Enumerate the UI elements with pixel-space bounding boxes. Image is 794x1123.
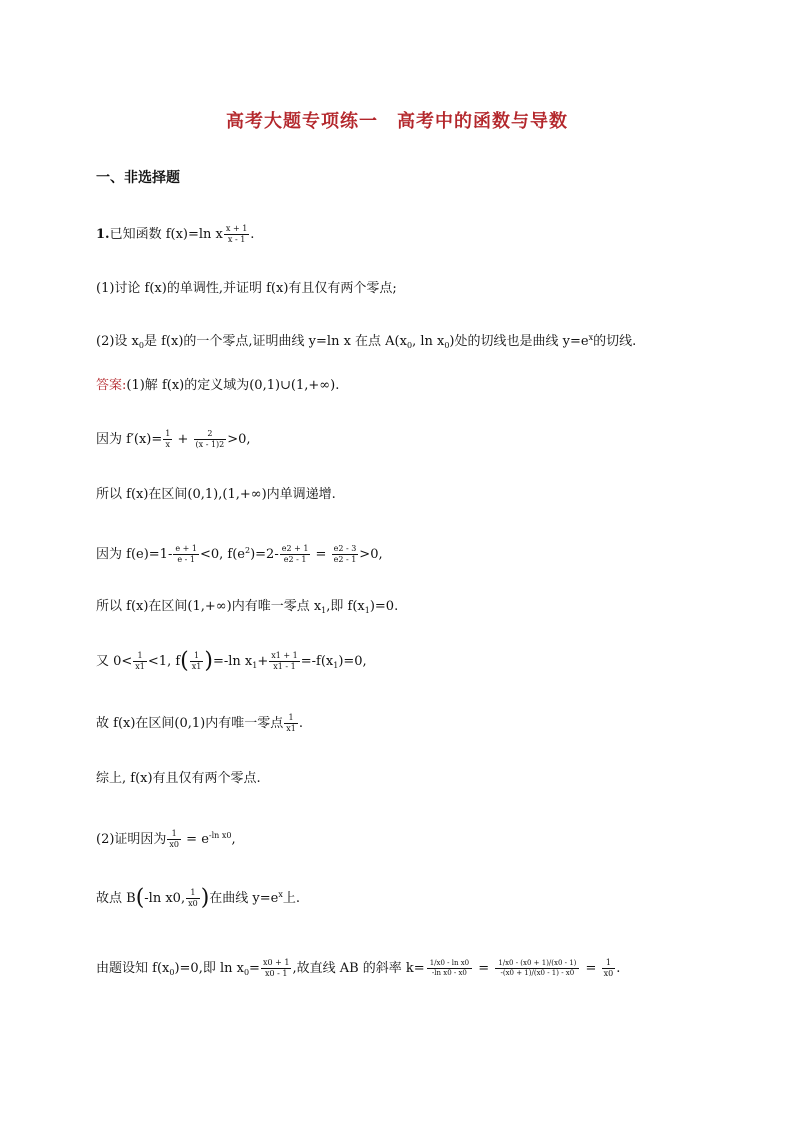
sub-0: 0 (169, 968, 175, 977)
frac-num: 1 (284, 713, 298, 724)
text: . (616, 961, 621, 976)
slope-fraction-1 (427, 959, 472, 978)
page-title: 高考大题专项练一 高考中的函数与导数 (226, 111, 568, 132)
text: <1, f (147, 654, 181, 669)
fraction (173, 544, 199, 565)
summary-line: 综上, f(x)有且仅有两个零点. (96, 771, 261, 786)
frac-den: -ln x0 - x0 (431, 969, 467, 977)
text: >0, (359, 547, 383, 562)
frac-den: x (165, 440, 171, 449)
sub-0: 0 (406, 341, 413, 350)
problem-stem: 1.已知函数 f(x)=ln x $\frac{x + 1}{x - 1}$ . (96, 224, 255, 244)
text: + (173, 432, 193, 447)
text: )=0, (338, 654, 367, 669)
text: 故 f(x)在区间(0,1)内有唯一零点 (96, 716, 284, 731)
text: )=0. (369, 599, 399, 614)
text: <0, f(e (199, 547, 245, 562)
answer-label: 答案: (96, 378, 127, 393)
sub-1: 1 (333, 661, 339, 670)
part-1: (1)讨论 f(x)的单调性,并证明 f(x)有且仅有两个零点; (96, 281, 397, 296)
frac-num: e2 + 1 (281, 544, 309, 553)
frac-num: e2 - 3 (333, 544, 357, 553)
text: = (311, 547, 331, 562)
text: )=2- (250, 547, 279, 562)
text: 由题设知 f(x (96, 961, 170, 976)
text: 又 0< (96, 654, 133, 669)
fraction (261, 958, 291, 979)
fraction (280, 544, 311, 565)
frac-num: 2 (194, 429, 227, 440)
section-heading: 一、非选择题 (96, 170, 180, 186)
fraction (284, 713, 298, 734)
frac-den: x - 1 (227, 235, 246, 244)
fraction (133, 651, 147, 672)
text: 因为 f′(x)= (96, 432, 163, 447)
sub-0: 0 (444, 341, 450, 350)
frac-den: x1 (135, 662, 145, 671)
frac-num: 1/x0 - (x0 + 1)/(x0 - 1) (495, 959, 579, 969)
text: = e (182, 832, 209, 847)
text: + (257, 654, 269, 669)
fraction (186, 888, 200, 909)
values-line (96, 541, 383, 565)
text: ,故直线 AB 的斜率 k= (292, 961, 425, 976)
problem-number: 1. (96, 227, 110, 242)
frac-num: 1/x0 - ln x0 (427, 959, 472, 969)
left-paren: ( (180, 648, 189, 674)
text: =-ln x (212, 654, 253, 669)
sup-2: 2 (244, 546, 251, 555)
part-2 (96, 328, 636, 356)
right-paren: ) (200, 885, 210, 911)
monotonic-line: 所以 f(x)在区间(0,1),(1,+∞)内单调递增. (96, 487, 336, 502)
text: = (581, 961, 601, 976)
frac-num: 1 (167, 829, 181, 840)
frac-den: x1 (191, 662, 202, 671)
text: (2)证明因为 (96, 832, 167, 847)
frac-den: x1 - 1 (273, 662, 296, 671)
text: >0, (227, 432, 251, 447)
slope-fraction-2 (495, 959, 579, 978)
reciprocal-line (96, 648, 367, 676)
sup-x: x (588, 333, 594, 342)
frac-den: x0 (603, 969, 614, 978)
frac-den: x0 - 1 (264, 969, 288, 978)
text: = (249, 961, 260, 976)
frac-num: x0 + 1 (262, 958, 290, 967)
part2-a: (2)设 x (96, 334, 139, 349)
part2-c: , ln x (412, 334, 445, 349)
text: 故点 B (96, 891, 136, 906)
frac-den: e2 - 1 (283, 555, 307, 564)
answer-text: (1)解 f(x)的定义域为(0,1)∪(1,+∞). (126, 378, 340, 393)
fraction (163, 429, 172, 450)
text: = (474, 961, 494, 976)
sup-x: x (278, 890, 283, 899)
text: 因为 f(e)=1- (96, 547, 173, 562)
part2-e: 的切线. (593, 334, 637, 349)
frac-den: -(x0 + 1)/(x0 - 1) - x0 (500, 969, 575, 977)
text: =-f(x (300, 654, 334, 669)
fraction (602, 958, 616, 979)
zero-reciprocal-line (96, 713, 303, 734)
text: ,即 f(x (326, 599, 365, 614)
left-paren: ( (135, 885, 145, 911)
sub-0: 0 (138, 341, 144, 350)
frac-den: e - 1 (177, 555, 195, 564)
part2-d: )处的切线也是曲线 y=e (449, 334, 589, 349)
text: 在曲线 y=e (209, 891, 279, 906)
sub-1: 1 (252, 661, 258, 670)
sub-1: 1 (321, 606, 327, 615)
frac-num: 1 (186, 888, 200, 899)
fraction (167, 829, 181, 850)
answer-line-1 (96, 376, 339, 396)
frac-den: x1 (286, 724, 296, 733)
frac-num: x + 1 (225, 224, 248, 233)
frac-den: x0 (188, 899, 198, 908)
fraction (190, 651, 204, 672)
slope-line (96, 958, 620, 983)
text: 所以 f(x)在区间(1,+∞)内有唯一零点 x (96, 599, 322, 614)
fraction (269, 651, 299, 672)
exponent: -ln x0 (208, 831, 232, 840)
text: )=0,即 ln x (174, 961, 244, 976)
right-paren: ) (204, 648, 213, 674)
zero-x1-line (96, 597, 398, 621)
frac-num: 1 (602, 958, 616, 969)
frac-den: (x - 1)2 (195, 440, 225, 449)
fraction (194, 429, 227, 450)
frac-num: 1 (190, 651, 204, 662)
frac-num: 1 (165, 429, 171, 438)
frac-den: x0 (169, 840, 180, 849)
text: , (231, 832, 236, 847)
frac-den: e2 - 1 (333, 555, 357, 564)
derivative-line (96, 429, 251, 450)
sub-0: 0 (243, 968, 250, 977)
fraction (332, 544, 359, 565)
frac-num: 1 (133, 651, 147, 662)
sub-1: 1 (364, 606, 370, 615)
part2-b: 是 f(x)的一个零点,证明曲线 y=ln x 在点 A(x (143, 334, 407, 349)
frac-num: e + 1 (175, 544, 197, 553)
proof-line (96, 826, 236, 850)
text: . (298, 716, 303, 731)
point-b-line (96, 885, 300, 909)
frac-num: x1 + 1 (271, 651, 298, 660)
stem-text: 已知函数 f(x)=ln x (109, 227, 223, 242)
stem-fraction (224, 224, 249, 245)
text: 上. (282, 891, 301, 906)
text: -ln x0, (144, 891, 186, 906)
